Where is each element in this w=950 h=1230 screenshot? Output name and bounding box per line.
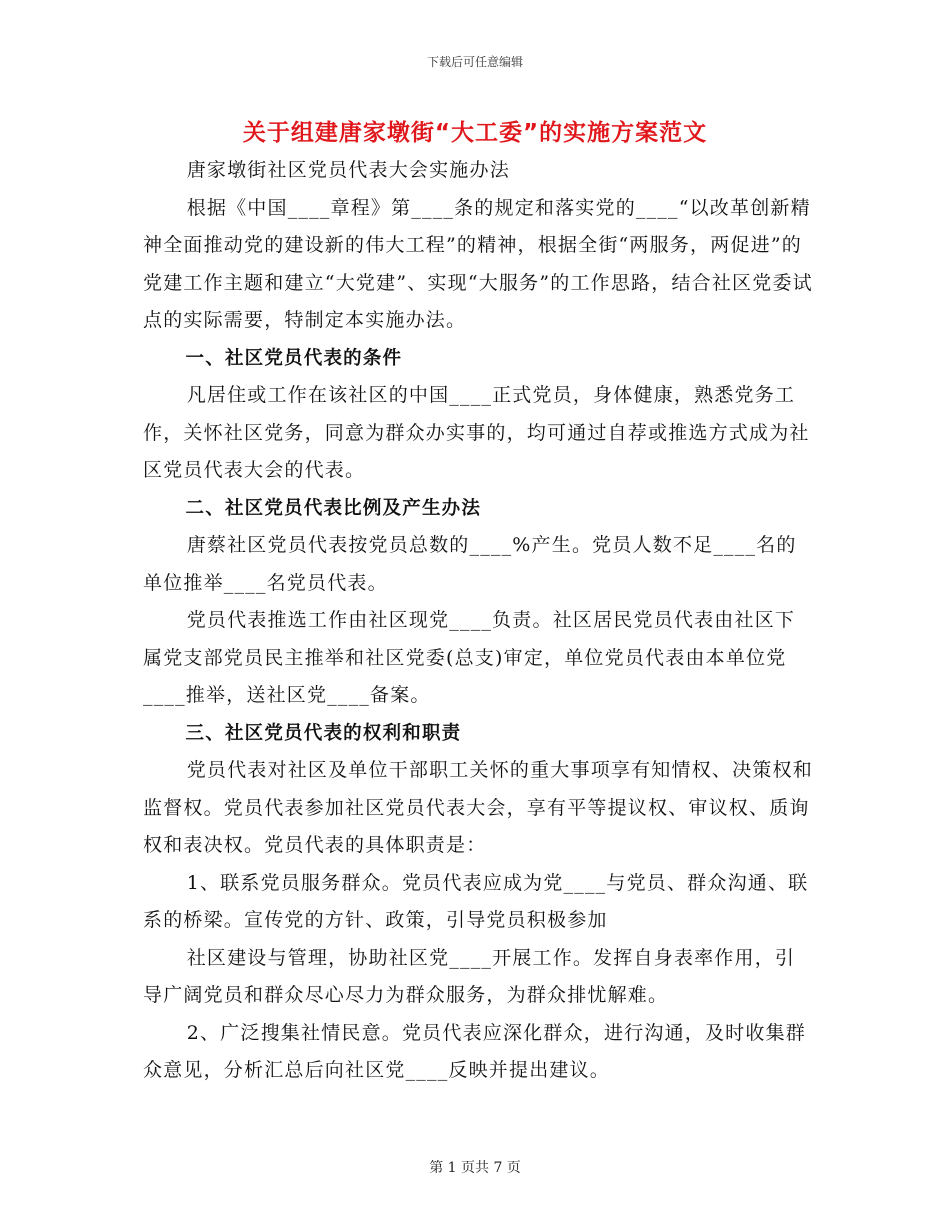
paragraph: 党员代表推选工作由社区现党____负责。社区居民党员代表由社区下属党支部党员民主推举和社区党委(总支)审定，单位党员代表由本单位党____推举，送社区党____备案。 (143, 609, 796, 706)
section-heading: 三、社区党员代表的权利和职责 (185, 722, 462, 744)
section-heading: 二、社区党员代表比例及产生办法 (185, 497, 482, 519)
document-title: 关于组建唐家墩街“大工委”的实施方案范文 (242, 120, 708, 146)
paragraph: 2、广泛搜集社情民意。党员代表应深化群众，进行沟通，及时收集群众意见，分析汇总后向社区党____反映并提出建议。 (143, 1021, 806, 1081)
paragraph: 社区建设与管理，协助社区党____开展工作。发挥自身表率作用，引导广阔党员和群众尽心尽力为群众服务，为群众排忧解难。 (143, 946, 796, 1006)
paragraph: 凡居住或工作在该社区的中国____正式党员，身体健康，熟悉党务工作，关怀社区党务，同意为群众办实事的，均可通过自荐或推选方式成为社区党员代表大会的代表。 (143, 384, 810, 481)
paragraph: 唐蔡社区党员代表按党员总数的____%产生。党员人数不足____名的单位推举____名党员代表。 (143, 534, 797, 594)
paragraph: 1、联系党员服务群众。党员代表应成为党____与党员、群众沟通、联系的桥梁。宣传党的方针、政策，引导党员积极参加 (143, 871, 809, 931)
document-body (143, 152, 813, 1090)
paragraph: 党员代表对社区及单位干部职工关怀的重大事项享有知情权、决策权和监督权。党员代表参加社区党员代表大会，享有平等提议权、审议权、质询权和表决权。党员代表的具体职责是： (143, 759, 813, 856)
page-footer: 第 1 页共 7 页 (429, 1160, 521, 1176)
paragraph-subtitle: 唐家墩街社区党员代表大会实施办法 (186, 159, 510, 181)
paragraph: 根据《中国____章程》第____条的规定和落实党的____“以改革创新精神全面推动党的建设新的伟大工程”的精神，根据全街“两服务，两促进”的党建工作主题和建立“大党建”、实现“大服务”的工作思路，结合社区党委试点的实际需要，特制定本实施办法。 (143, 196, 813, 331)
header-note: 下载后可任意编辑 (426, 55, 523, 69)
section-heading: 一、社区党员代表的条件 (185, 347, 403, 369)
